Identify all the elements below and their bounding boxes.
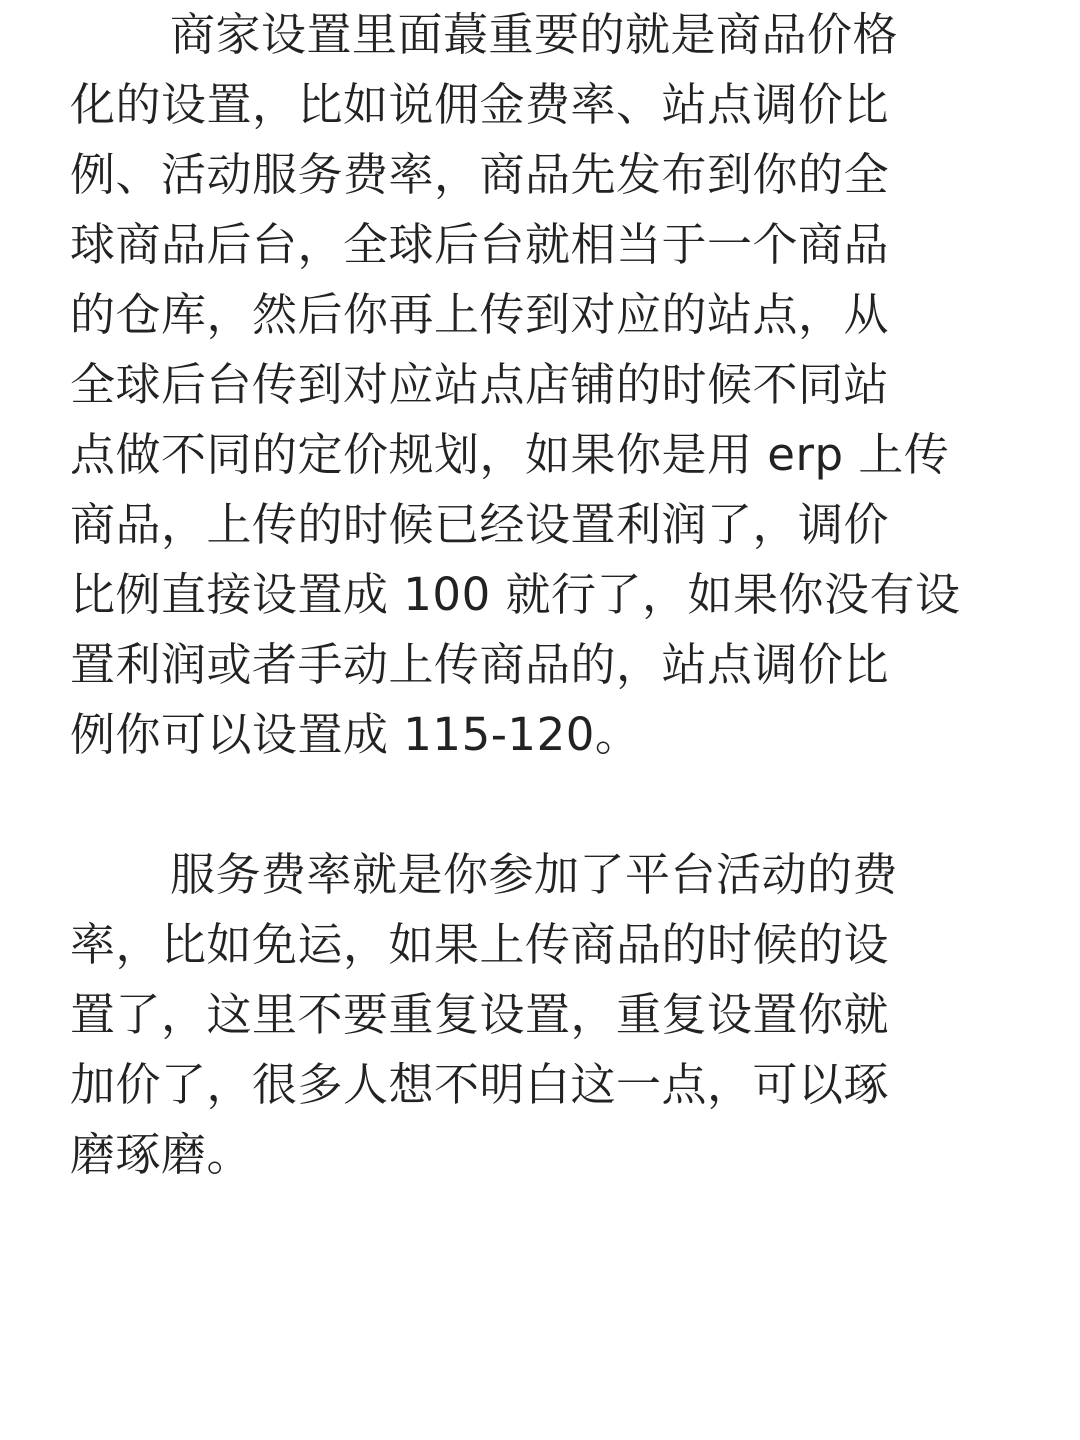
paragraph-pricing-settings <box>70 0 1020 770</box>
text-line: 率，比如免运，如果上传商品的时候的设 <box>70 918 890 971</box>
text-line: 加价了，很多人想不明白这一点，可以琢 <box>70 1058 890 1111</box>
text-line: 全球后台传到对应站点店铺的时候不同站 <box>70 358 890 411</box>
text-line <box>70 0 1020 70</box>
text-line: 比例直接设置成 100 就行了，如果你没有设 <box>70 568 961 621</box>
text-line: 置了，这里不要重复设置，重复设置你就 <box>70 988 890 1041</box>
paragraph-indent <box>70 49 170 50</box>
line-text: 商家设置里面蕞重要的就是商品价格 <box>170 8 899 61</box>
text-line: 化的设置，比如说佣金费率、站点调价比 <box>70 78 890 131</box>
paragraph-spacer <box>70 770 1020 840</box>
text-line: 点做不同的定价规划，如果你是用 erp 上传 <box>70 428 950 481</box>
text-line: 磨琢磨。 <box>70 1128 253 1181</box>
document-page <box>70 0 1020 1190</box>
text-line: 置利润或者手动上传商品的，站点调价比 <box>70 638 890 691</box>
text-line <box>70 840 1020 910</box>
text-line: 商品，上传的时候已经设置利润了，调价 <box>70 498 890 551</box>
text-line: 例你可以设置成 115-120。 <box>70 708 641 761</box>
text-line: 例、活动服务费率，商品先发布到你的全 <box>70 148 890 201</box>
text-line: 的仓库，然后你再上传到对应的站点，从 <box>70 288 890 341</box>
text-line: 球商品后台，全球后台就相当于一个商品 <box>70 218 890 271</box>
paragraph-indent <box>70 889 170 890</box>
line-text: 服务费率就是你参加了平台活动的费 <box>170 848 899 901</box>
paragraph-service-fee <box>70 840 1020 1190</box>
